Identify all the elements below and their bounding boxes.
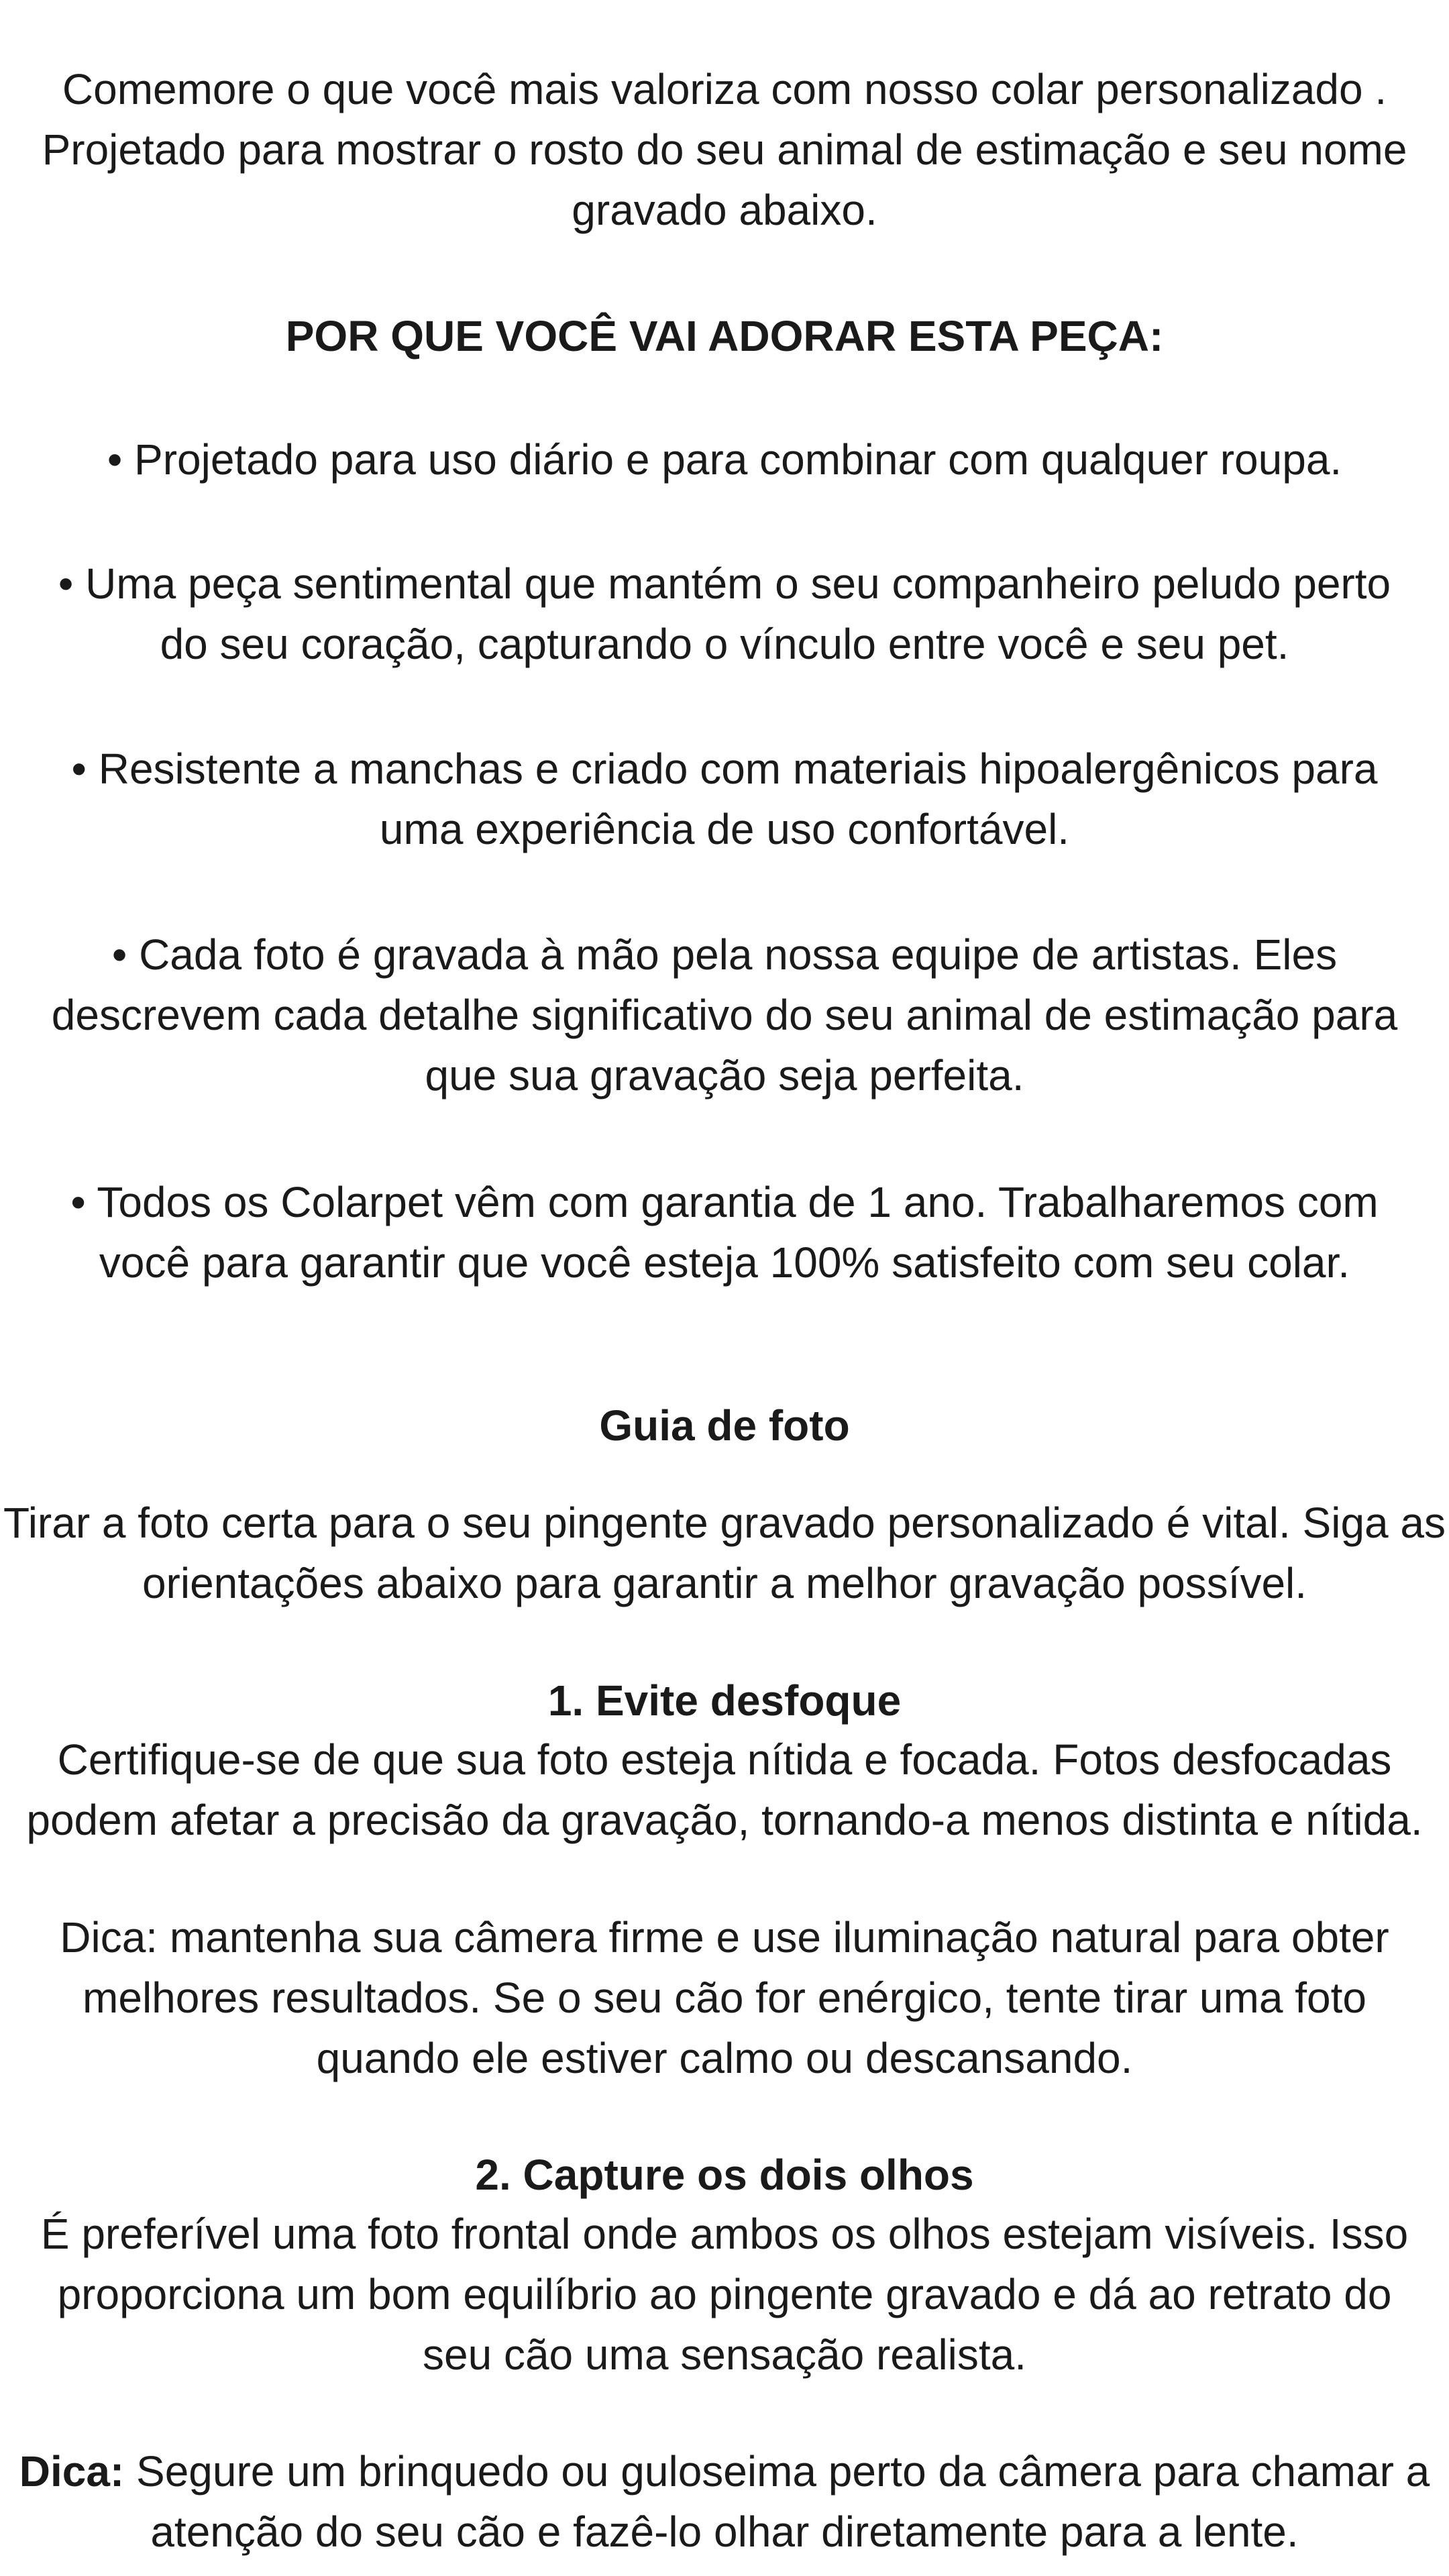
bullet-item: [0, 924, 1449, 1106]
step1-tip-line: Dica: mantenha sua câmera firme e use iluminação natural para obter: [60, 1913, 1389, 1962]
intro-line: Projetado para mostrar o rosto do seu animal de estimação e seu nome: [42, 125, 1407, 174]
guide-intro-line: Tirar a foto certa para o seu pingente gravado personalizado é vital. Siga as: [3, 1499, 1446, 1547]
step2-body-line: seu cão uma sensação realista.: [422, 2330, 1027, 2379]
intro-line: gravado abaixo.: [572, 186, 877, 234]
step1-body-line: podem afetar a precisão da gravação, tornando-a menos distinta e nítida.: [26, 1796, 1423, 1844]
step1-title: 1. Evite desfoque: [547, 1676, 902, 1725]
step1-tip: [0, 1907, 1449, 2088]
bullet-line: que sua gravação seja perfeita.: [425, 1051, 1024, 1099]
bullet-item: [0, 739, 1449, 859]
guide-intro: [0, 1493, 1449, 1613]
bullet-line: descrevem cada detalhe significativo do seu animal de estimação para: [51, 991, 1398, 1039]
bullet-line: • Todos os Colarpet vêm com garantia de 1 ano. Trabalharemos com: [70, 1178, 1379, 1226]
step2-tip-line: [0, 2441, 1449, 2502]
step1-body: [0, 1729, 1449, 1850]
step2-tip-line: atenção do seu cão e fazê-lo olhar diretamente para a lente.: [150, 2508, 1299, 2556]
bullet-item: [0, 429, 1449, 490]
step1-body-line: Certifique-se de que sua foto esteja nítida e focada. Fotos desfocadas: [57, 1735, 1392, 1784]
bullet-line: uma experiência de uso confortável.: [379, 805, 1070, 853]
step2-body-line: É preferível uma foto frontal onde ambos os olhos estejam visíveis. Isso: [40, 2210, 1409, 2258]
intro-paragraph: [0, 59, 1449, 240]
guide-title: Guia de foto: [599, 1401, 850, 1450]
tip-text: Segure um brinquedo ou guloseima perto da câmera para chamar a: [124, 2447, 1430, 2496]
bullet-item: [0, 553, 1449, 674]
bullet-line: • Resistente a manchas e criado com materiais hipoalergênicos para: [71, 745, 1378, 793]
bullet-line: • Uma peça sentimental que mantém o seu companheiro peludo perto: [58, 559, 1391, 608]
intro-line: Comemore o que você mais valoriza com nosso colar personalizado .: [62, 65, 1387, 113]
bullet-line: você para garantir que você esteja 100% satisfeito com seu colar.: [99, 1238, 1350, 1287]
step2-body: [0, 2204, 1449, 2385]
step2-tip: [0, 2441, 1449, 2562]
bullet-line: • Projetado para uso diário e para combinar com qualquer roupa.: [107, 435, 1342, 484]
step2-body-line: proporciona um bom equilíbrio ao pingente gravado e dá ao retrato do: [57, 2270, 1392, 2318]
step2-title: 2. Capture os dois olhos: [475, 2151, 974, 2199]
bullet-line: • Cada foto é gravada à mão pela nossa equipe de artistas. Eles: [111, 930, 1338, 979]
bullet-item: [0, 1172, 1449, 1293]
guide-intro-line: orientações abaixo para garantir a melhor gravação possível.: [142, 1559, 1307, 1607]
step1-tip-line: quando ele estiver calmo ou descansando.: [316, 2034, 1133, 2082]
why-heading: POR QUE VOCÊ VAI ADORAR ESTA PEÇA:: [285, 312, 1164, 360]
step1-tip-line: melhores resultados. Se o seu cão for enérgico, tente tirar uma foto: [83, 1974, 1366, 2022]
tip-label: Dica:: [19, 2447, 125, 2496]
bullet-line: do seu coração, capturando o vínculo entre você e seu pet.: [160, 620, 1289, 668]
